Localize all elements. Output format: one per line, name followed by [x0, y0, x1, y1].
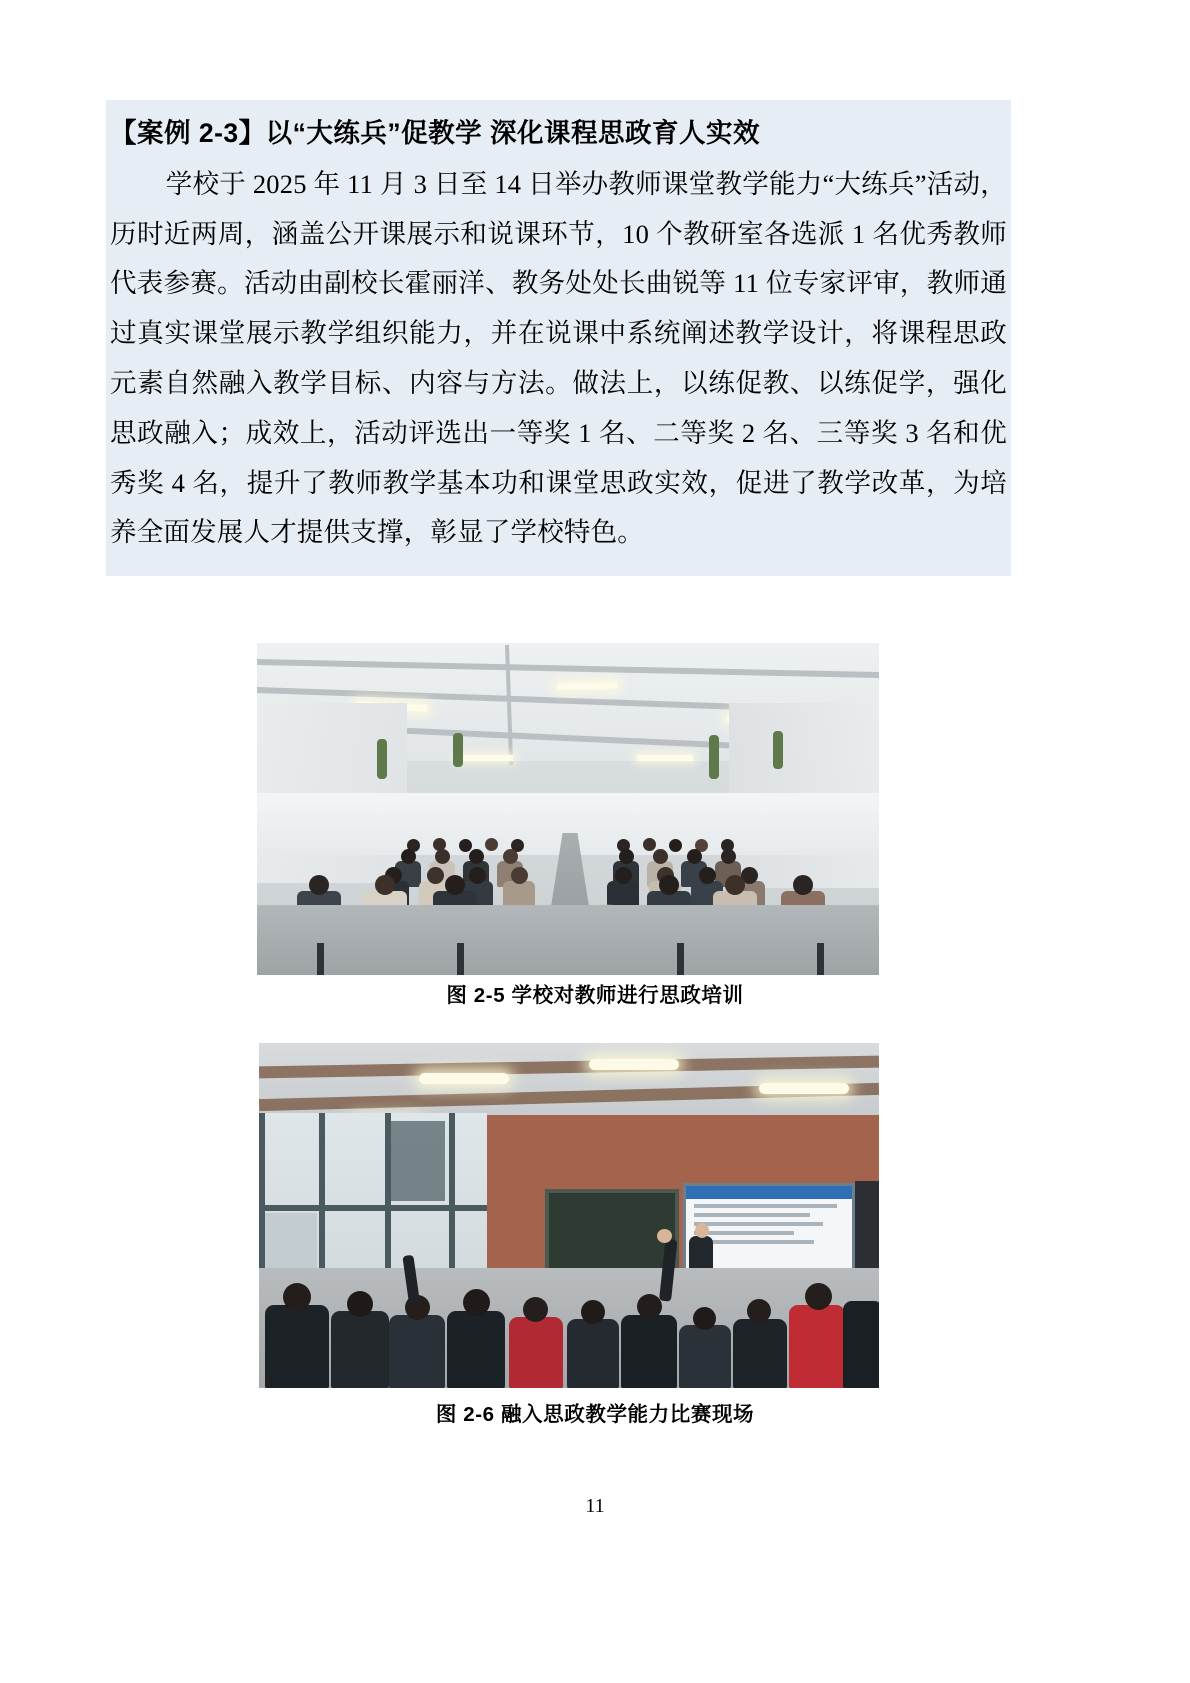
student-body — [331, 1311, 389, 1388]
hanging-plant — [377, 739, 387, 779]
audience-head — [619, 849, 634, 864]
student-body — [447, 1311, 505, 1388]
student-head — [523, 1297, 548, 1322]
figure-2-5-image — [257, 643, 879, 975]
screen-text-line — [694, 1222, 823, 1226]
hanging-plant — [773, 731, 783, 769]
desk-leg — [677, 943, 684, 975]
audience-head — [615, 867, 632, 884]
student-body — [265, 1305, 329, 1388]
student-body — [733, 1319, 787, 1388]
student-head — [693, 1307, 716, 1330]
audience-head — [469, 849, 484, 864]
floor — [257, 905, 879, 975]
audience-head — [309, 875, 329, 895]
student-body — [789, 1305, 845, 1388]
case-body — [106, 154, 1011, 559]
audience-head — [427, 867, 444, 884]
figure-2-5-caption: 图 2-5 学校对教师进行思政培训 — [446, 984, 744, 1007]
desk-leg — [317, 943, 324, 975]
ceiling-lamp — [589, 1059, 679, 1070]
student-head — [637, 1294, 662, 1319]
ceiling-lamp — [419, 1073, 509, 1084]
audience-head — [643, 838, 656, 851]
hanging-plant — [453, 733, 463, 767]
audience-head — [659, 875, 679, 895]
classroom-photo — [259, 1043, 879, 1388]
ceiling-lamp — [759, 1083, 849, 1094]
window-glass — [391, 1121, 445, 1201]
raised-hand — [657, 1229, 672, 1243]
audience-head — [793, 875, 813, 895]
screen-text-line — [694, 1204, 837, 1208]
teacher-head — [695, 1223, 709, 1238]
student-head — [283, 1283, 311, 1311]
student-body — [843, 1301, 879, 1388]
lecture-hall-photo — [257, 643, 879, 975]
case-highlight-box — [106, 100, 1011, 576]
audience-head — [669, 839, 682, 852]
student-head — [463, 1289, 490, 1316]
student-body — [567, 1319, 619, 1388]
audience-head — [401, 849, 416, 864]
audience-head — [699, 867, 716, 884]
ceiling-lamp — [457, 755, 513, 761]
audience-head — [653, 849, 668, 864]
audience-head — [469, 867, 486, 884]
audience-head — [375, 875, 395, 895]
case-body-text: 学校于 2025 年 11 月 3 日至 14 日举办教师课堂教学能力“大练兵”活动，历时近两周，涵盖公开课展示和说课环节，10 个教研室各选派 1 名优秀教师代表参赛。活动由副校长霍丽洋、教务处处长曲锐等 11 位专家评审，教师通过真实课堂展示教学组织能力，并在说课中系统阐述教学设计，将课程思政元素自然融入教学目标、内容与方法。做法上，以练促教、以练促学，强化思政融入；成效上，活动评选出一等奖 1 名、二等奖 2 名、三等奖 3 名和优秀奖 4 名，提升了教师教学基本功和课堂思政实效，促进了教学改革，为培养全面发展人才提供支撑，彰显了学校特色。 — [110, 168, 1007, 548]
audience-head — [503, 849, 518, 864]
audience-head — [485, 838, 498, 851]
window-frame — [259, 1205, 487, 1211]
student-head — [347, 1291, 373, 1317]
audience-head — [459, 839, 472, 852]
student-head — [805, 1283, 832, 1310]
student-body — [679, 1325, 731, 1388]
student-body — [621, 1315, 677, 1388]
audience-head — [687, 849, 702, 864]
screen-header — [686, 1186, 852, 1199]
screen-text-line — [694, 1231, 794, 1235]
ceiling-lamp — [637, 755, 693, 761]
student-body — [509, 1317, 563, 1388]
audience-head — [725, 875, 745, 895]
student-head — [747, 1299, 771, 1323]
ceiling-lamp — [557, 682, 617, 689]
page-number: 11 — [585, 1495, 605, 1517]
student-body — [389, 1315, 445, 1388]
desk-leg — [817, 943, 824, 975]
audience-head — [511, 867, 528, 884]
figure-2-6-image — [259, 1043, 879, 1388]
audience-head — [445, 875, 465, 895]
screen-text-line — [694, 1213, 810, 1217]
case-title: 【案例 2-3】以“大练兵”促教学 深化课程思政育人实效 — [110, 118, 761, 148]
figure-2-6-caption: 图 2-6 融入思政教学能力比赛现场 — [435, 1403, 755, 1426]
desk-leg — [457, 943, 464, 975]
student-head — [581, 1300, 605, 1324]
audience-head — [721, 849, 736, 864]
audience-head — [435, 849, 450, 864]
hanging-plant — [709, 735, 719, 779]
